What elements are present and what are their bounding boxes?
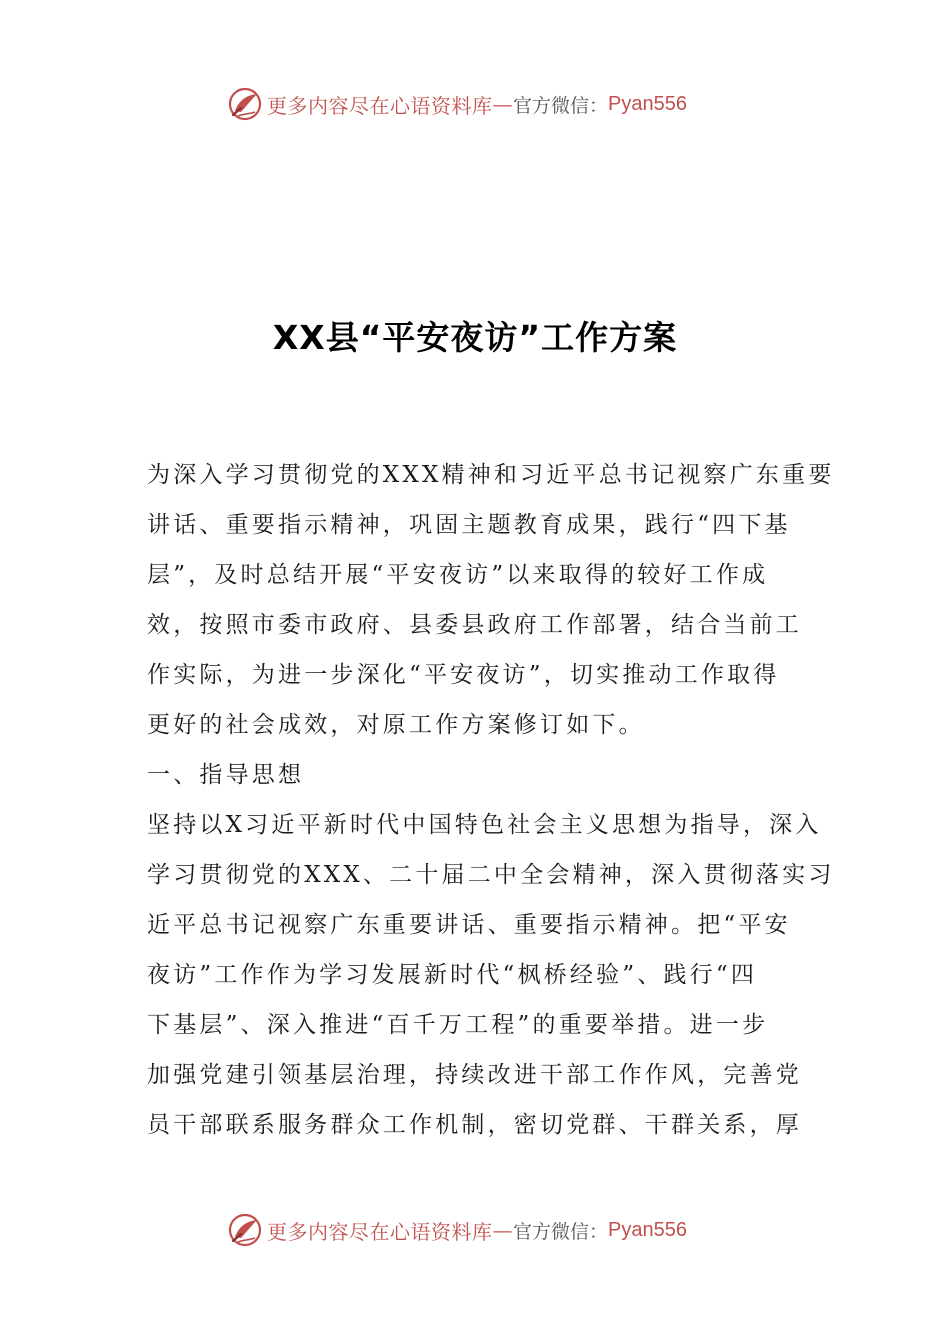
pen-logo-icon (227, 1212, 263, 1248)
document-title: XX县“平安夜访”工作方案 (272, 318, 678, 357)
section-heading: 一、指导思想 (147, 762, 305, 788)
body-line: 坚持以X习近平新时代中国特色社会主义思想为指导，深入 (147, 812, 822, 838)
watermark-separator: — (492, 1218, 513, 1242)
body-line: 夜访”工作作为学习发展新时代“枫桥经验”、践行“四 (147, 962, 758, 988)
watermark-content (227, 1210, 687, 1250)
body-line: 讲话、重要指示精神，巩固主题教育成果，践行“四下基 (147, 512, 791, 538)
header-watermark (0, 84, 950, 124)
watermark-text: 更多内容尽在心语资料库 (267, 93, 493, 118)
body-line: 作实际，为进一步深化“平安夜访”，切实推动工作取得 (147, 662, 780, 688)
body-line: 更好的社会成效，对原工作方案修订如下。 (147, 712, 645, 738)
body-line: 员干部联系服务群众工作机制，密切党群、干群关系，厚 (147, 1112, 802, 1138)
body-line: 效，按照市委市政府、县委县政府工作部署，结合当前工 (147, 612, 802, 638)
watermark-text: 更多内容尽在心语资料库 (267, 1219, 493, 1244)
pen-logo-icon (227, 86, 263, 122)
footer-watermark (0, 1210, 950, 1250)
watermark-content (227, 84, 687, 124)
watermark-wechat-label: 官方微信： (513, 1220, 609, 1243)
body-line: 近平总书记视察广东重要讲话、重要指示精神。把“平安 (147, 912, 791, 938)
body-line: 为深入学习贯彻党的XXX精神和习近平总书记视察广东重要 (147, 462, 835, 488)
body-line: 学习贯彻党的XXX、二十届二中全会精神，深入贯彻落实习 (147, 862, 835, 888)
watermark-separator: — (492, 92, 513, 116)
document-body (147, 450, 835, 1150)
watermark-wechat-id: Pyan556 (608, 92, 687, 115)
watermark-wechat-id: Pyan556 (608, 1218, 687, 1241)
body-line: 加强党建引领基层治理，持续改进干部工作作风，完善党 (147, 1062, 802, 1088)
watermark-wechat-label: 官方微信： (513, 94, 609, 117)
body-line: 层”，及时总结开展“平安夜访”以来取得的较好工作成 (147, 562, 769, 588)
body-line: 下基层”、深入推进“百千万工程”的重要举措。进一步 (147, 1012, 769, 1038)
